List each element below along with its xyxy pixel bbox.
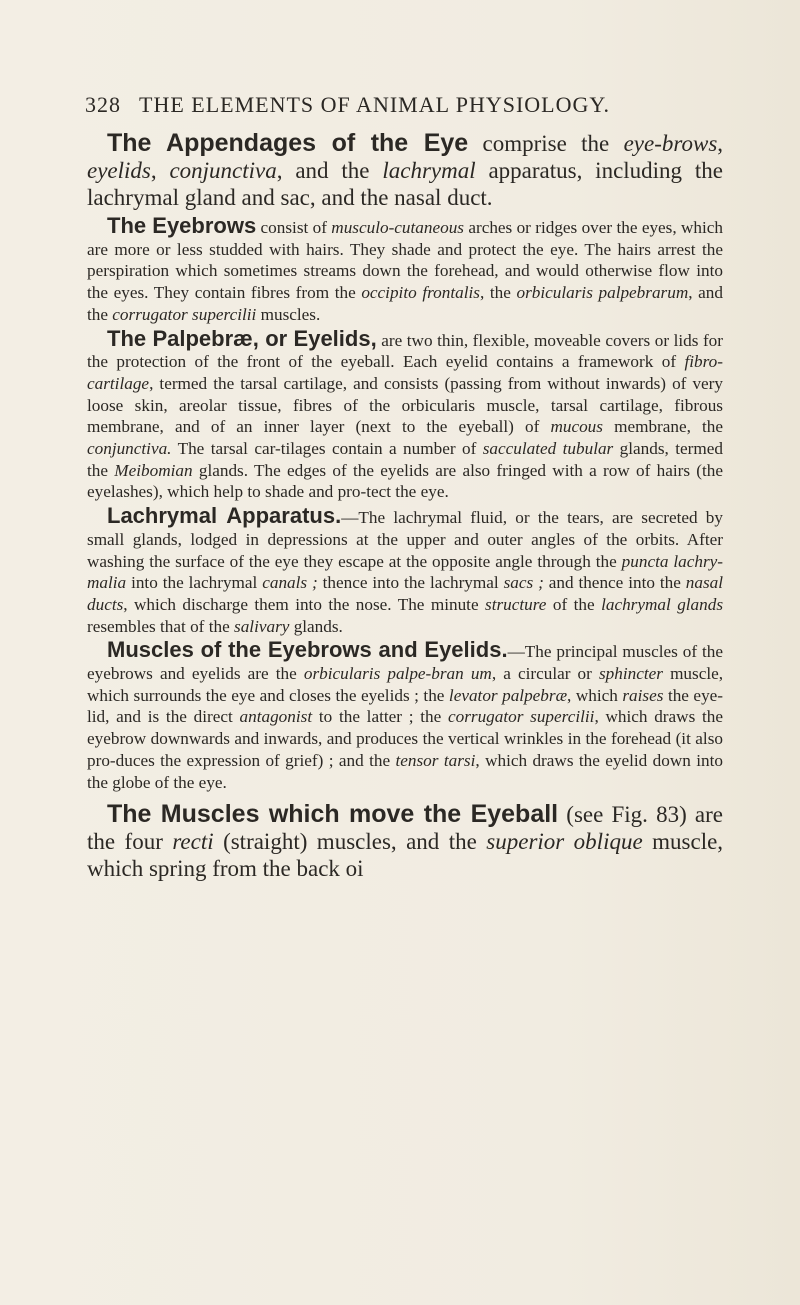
paragraph-muscles-eyelids: Muscles of the Eyebrows and Eyelids.—The principal muscles of the eyebrows and eyelids are the orbicularis palpe-bran um, a circular or sphincter muscle, which surrounds the eye and closes the eyelids ; the levator palpebræ, which raises the eye-lid, and is the direct antagonist to the latter ; the corrugator supercilii, which draws the eyebrow downwards and inwards, and produces the vertical wrinkles in the forehead (it also pro-duces the expression of grief) ; and the tensor tarsi, which draws the eyelid down into the globe of the eye. [87,637,724,792]
heading-eyebrows: The Eyebrows [107,213,257,238]
paragraph-eyelids: The Palpebræ, or Eyelids, are two thin, flexible, moveable covers or lids for the protection of the front of the eyeball. Each eyelid contains a framework of fibro-cartilage, termed the tarsal cartilage, and consists (passing from without inwards) of very loose skin, areolar tissue, fibres of the orbicularis muscle, tarsal cartilage, fibrous membrane, and of an inner layer (next to the eyeball) of mucous membrane, the conjunctiva. The tarsal car-tilages contain a number of sacculated tubular glands, termed the Meibomian glands. The edges of the eyelids are also fringed with a row of hairs (the eyelashes), which help to shade and pro-tect the eye. [87,325,724,502]
heading-eyeball-muscles: The Muscles which move the Eyeball [107,800,559,829]
paragraph-eyebrows: The Eyebrows consist of musculo-cutaneous arches or ridges over the eyes, which are more or less studded with hairs. They shade and protect the eye. The hairs arrest the perspiration which sometimes streams down the forehead, and would otherwise flow into the eyes. They contain fibres from the occipito frontalis, the orbicularis palpebrarum, and the corrugator supercilii muscles. [87,213,723,324]
heading-muscles-eyelids: Muscles of the Eyebrows and Eyelids. [107,637,508,663]
page-number: 328 [85,92,121,117]
running-title: THE ELEMENTS OF ANIMAL PHYSIOLOGY. [139,92,610,117]
page-body [87,130,723,882]
paragraph-lachrymal: Lachrymal Apparatus.—The lachrymal fluid, or the tears, are secreted by small glands, lodged in depressions at the upper and outer angles of the orbits. After washing the surface of the eye they escape at the opposite angle through the puncta lachry-malia into the lachrymal canals ; thence into the lachrymal sacs ; and thence into the nasal ducts, which discharge them into the nose. The minute structure of the lachrymal glands resembles that of the salivary glands. [87,503,724,636]
heading-appendages: The Appendages of the Eye [107,129,469,157]
heading-lachrymal: Lachrymal Apparatus. [107,503,342,529]
page-header [85,92,715,118]
paragraph-appendages: The Appendages of the Eye comprise the eye-brows, eyelids, conjunctiva, and the lachrymal apparatus, including the lachrymal gland and sac, and the nasal duct. [87,129,724,210]
heading-eyelids: The Palpebræ, or Eyelids, [107,325,377,351]
paragraph-eyeball-muscles: The Muscles which move the Eyeball (see Fig. 83) are the four recti (straight) muscles, and the superior oblique muscle, which spring from the back oi [87,800,724,882]
